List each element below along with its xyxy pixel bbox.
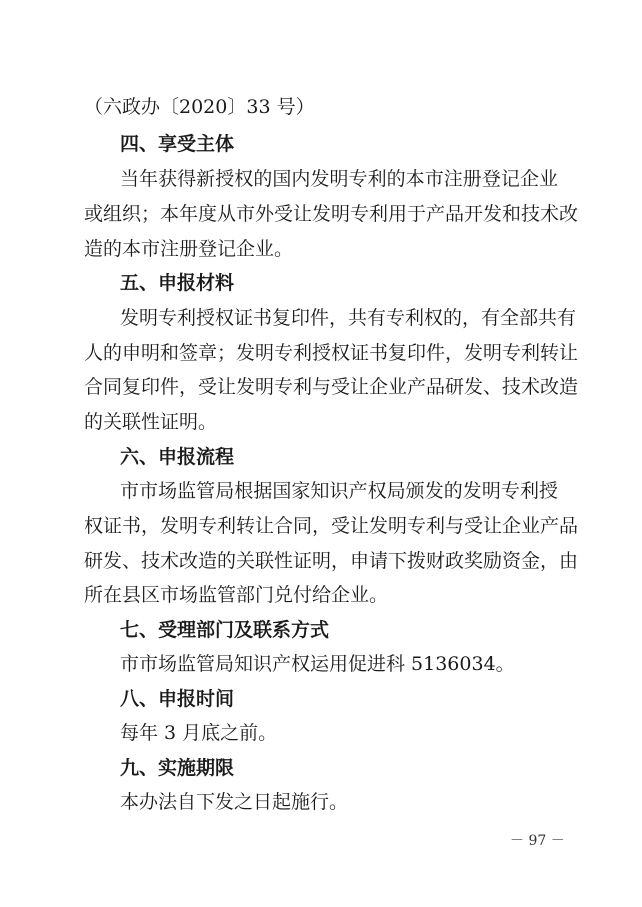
section-heading-contact: 七、受理部门及联系方式 [120,619,330,641]
paragraph-line: 每年 3 月底之前。 [120,722,278,744]
document-reference: （六政办〔2020〕33 号） [84,96,315,118]
section-heading-recipients: 四、享受主体 [120,133,235,155]
section-heading-deadline: 八、申报时间 [120,688,235,710]
paragraph-line: 当年获得新授权的国内发明专利的本市注册登记企业 [120,168,558,190]
paragraph-line: 造的本市注册登记企业。 [84,238,294,260]
paragraph-line: 发明专利授权证书复印件，共有专利权的，有全部共有 [120,307,577,329]
section-heading-process: 六、申报流程 [120,446,235,468]
paragraph-line: 权证书，发明专利转让合同，受让发明专利与受让企业产品 [84,515,579,537]
paragraph-line: 人的申明和签章；发明专利授权证书复印件，发明专利转让 [84,342,579,364]
paragraph-line: 本办法自下发之日起施行。 [120,791,349,813]
page-number: － 97 － [510,833,565,849]
section-heading-effective-period: 九、实施期限 [120,757,235,779]
paragraph-line: 合同复印件，受让发明专利与受让企业产品研发、技术改造 [84,376,579,398]
paragraph-line: 市市场监管局知识产权运用促进科 5136034。 [120,653,515,675]
paragraph-line: 所在县区市场监管部门兑付给企业。 [84,584,389,606]
paragraph-line: 的关联性证明。 [84,411,218,433]
section-heading-materials: 五、申报材料 [120,272,235,294]
paragraph-line: 或组织；本年度从市外受让发明专利用于产品开发和技术改 [84,203,579,225]
paragraph-line: 市市场监管局根据国家知识产权局颁发的发明专利授 [120,480,558,502]
paragraph-line: 研发、技术改造的关联性证明，申请下拨财政奖励资金，由 [84,550,579,572]
